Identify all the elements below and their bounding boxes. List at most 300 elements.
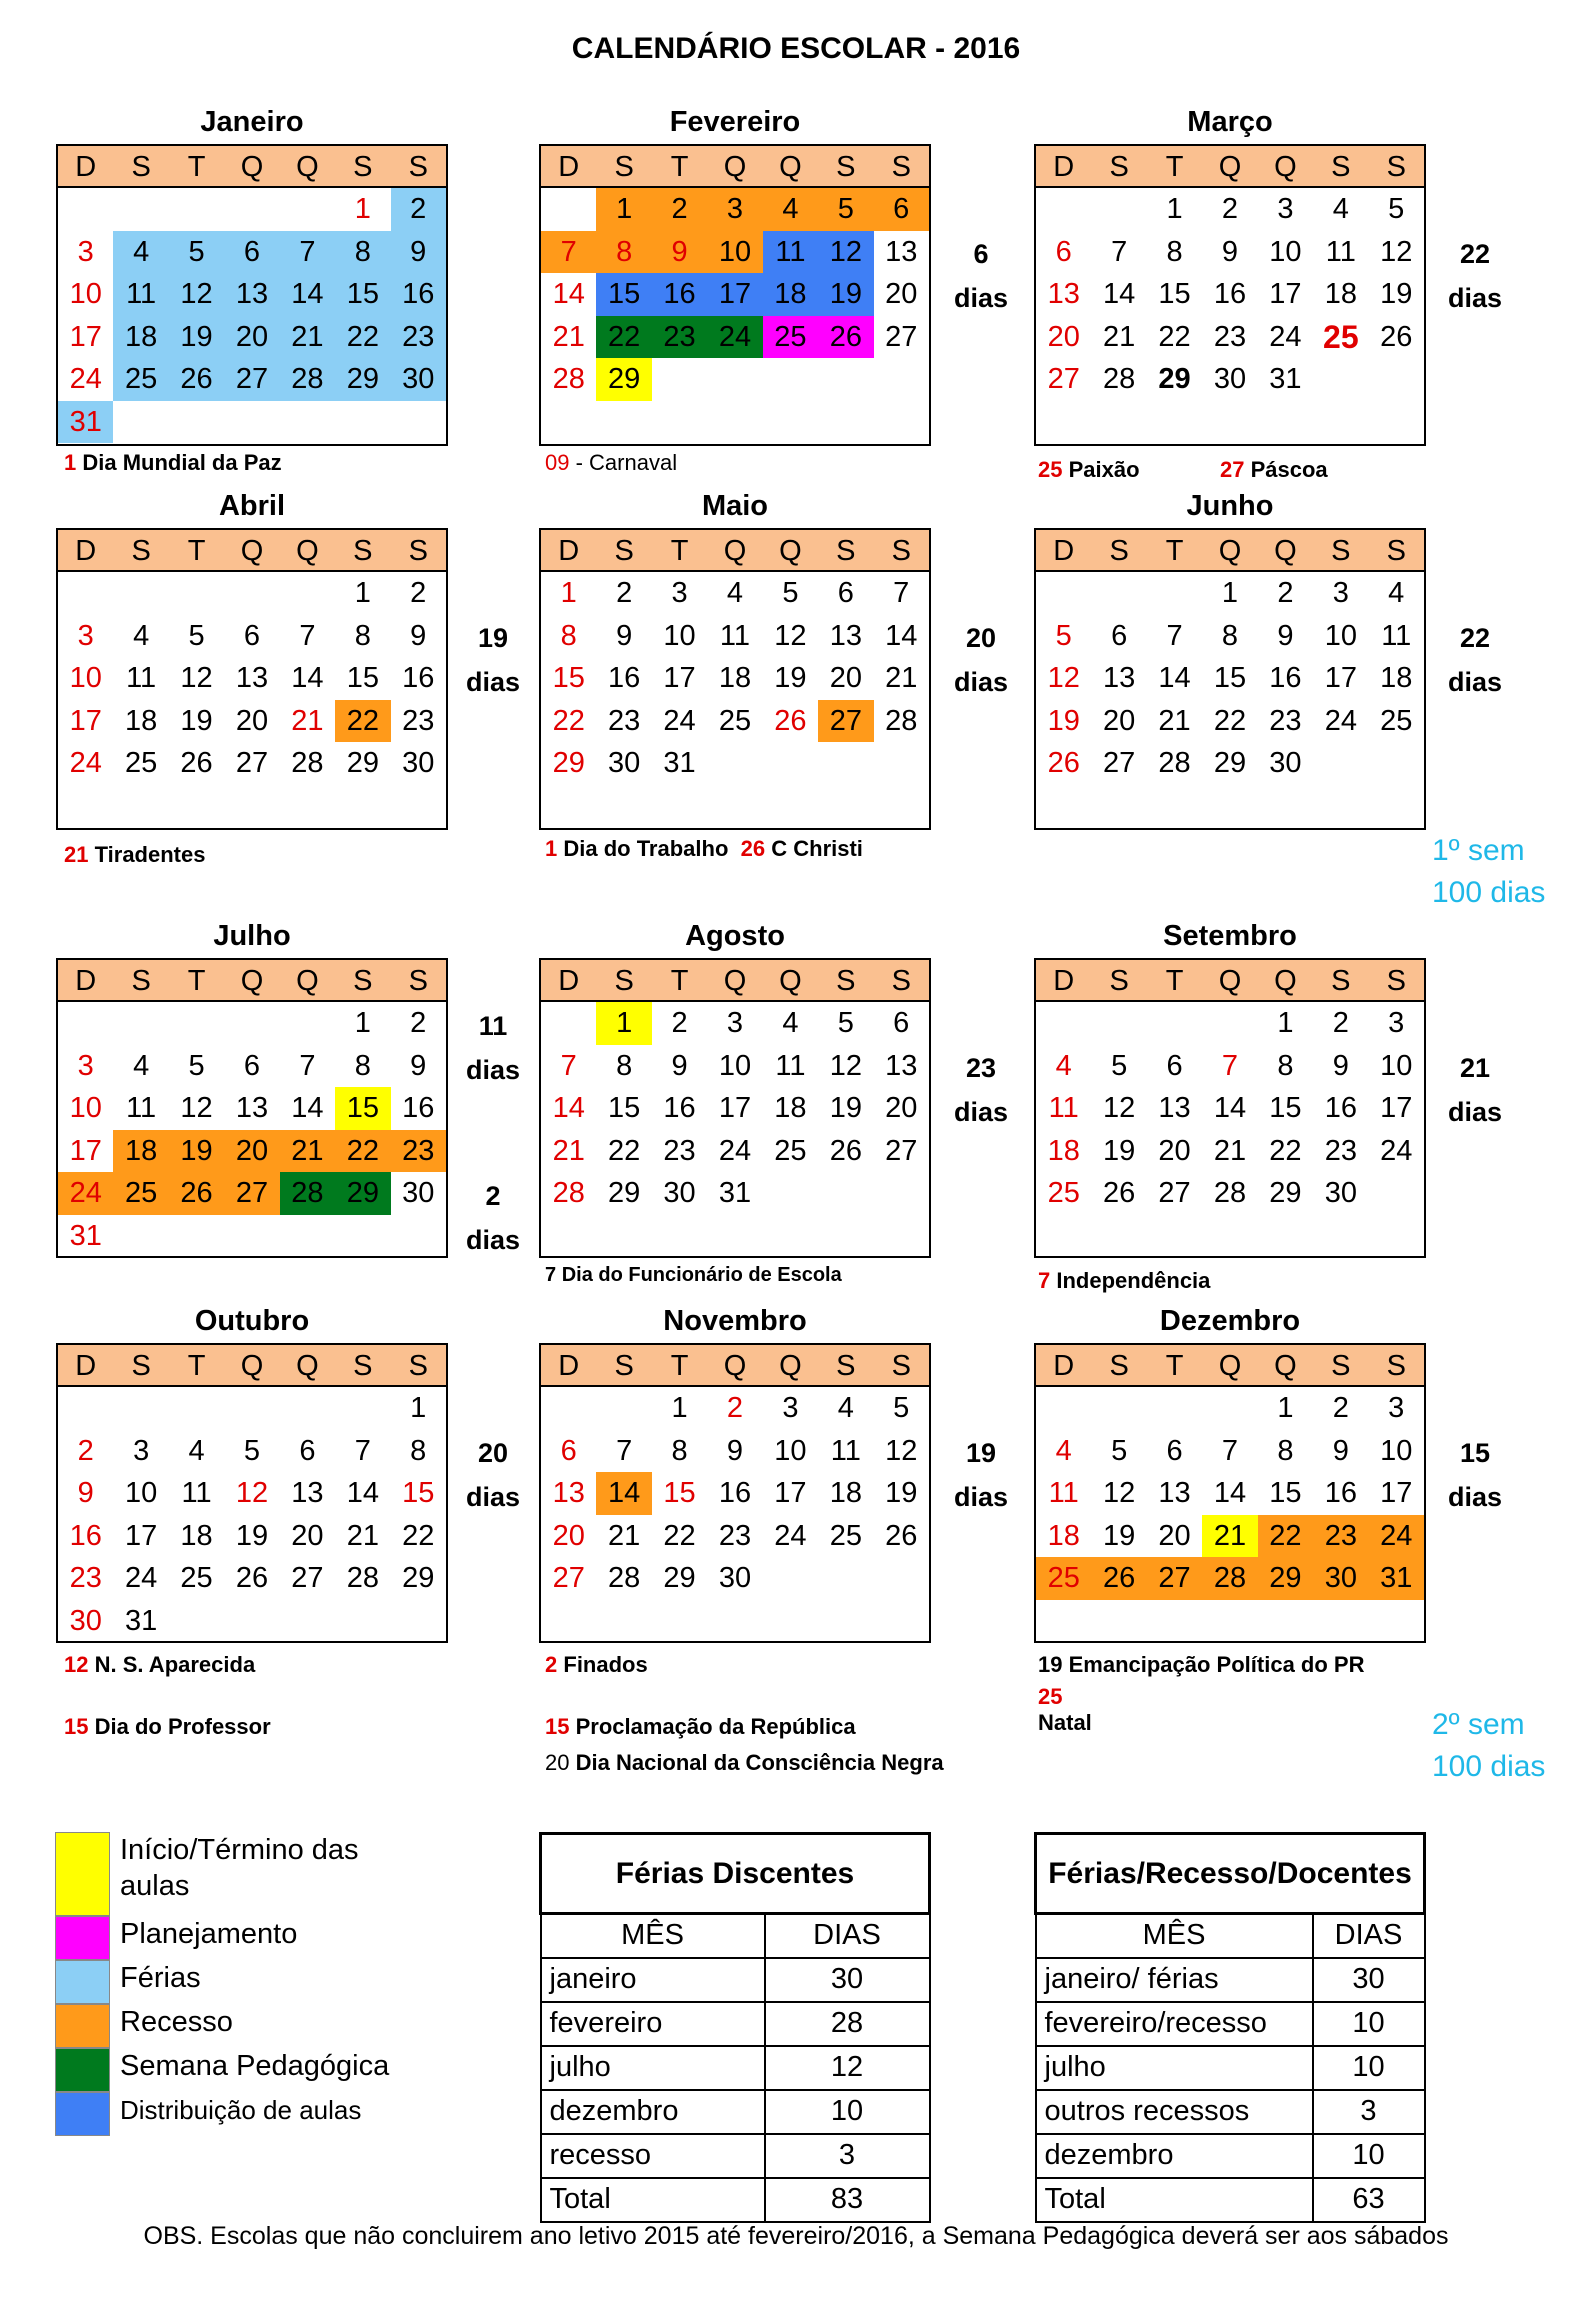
weekday-label: D [75,151,97,183]
weekday-label: T [1165,535,1184,567]
month-calendar-marco [1034,144,1426,446]
day-cell: 22 [608,1134,641,1167]
day-cell: 9 [1332,1434,1349,1467]
day-cell: 30 [391,358,446,401]
legend-item [55,2048,390,2092]
day-cell: 28 [1202,1557,1257,1600]
day-cell: 3 [782,1392,799,1424]
week-row [58,657,446,700]
holiday-agosto: 7 Dia do Funcionário de Escola [545,1264,842,1286]
day-cell: 22 [335,700,390,743]
weekday-label: S [614,535,634,567]
weekday-label: Q [723,151,747,183]
week-row [1036,742,1424,785]
day-cell: 17 [69,704,102,737]
weekday-label: T [187,151,206,183]
empty-day-cell [58,1387,113,1430]
day-cell: 10 [707,231,762,274]
day-cell: 18 [774,1092,807,1124]
page-title: CALENDÁRIO ESCOLAR - 2016 [571,32,1021,65]
day-cell: 9 [671,1049,688,1082]
holiday-fevereiro: 09 - Carnaval [545,450,678,475]
day-cell: 29 [335,1172,390,1215]
day-cell: 2 [410,1007,427,1039]
day-cell: 21 [291,704,324,737]
day-cell: 25 [1380,704,1413,737]
day-cell: 23 [608,704,641,737]
day-cell: 2 [1332,1007,1349,1039]
weekday-label: T [1165,151,1184,183]
day-cell: 13 [224,273,279,316]
empty-day-cell [874,1557,929,1600]
week-row [1036,1002,1424,1045]
day-cell: 28 [280,1172,335,1215]
day-cell: 6 [243,619,261,652]
day-cell: 28 [1103,363,1136,395]
empty-day-cell [58,572,113,615]
day-cell: 16 [1269,662,1302,694]
weekday-label: S [408,1350,428,1382]
day-cell: 7 [1111,235,1128,268]
weekday-label: Q [240,1350,264,1382]
month-calendar-julho [56,958,448,1258]
month-name-maio: Maio [701,490,769,522]
empty-day-cell [763,742,818,785]
day-cell: 18 [1324,278,1357,310]
empty-day-cell [335,401,390,444]
day-cell: 31 [58,401,113,444]
day-cell: 25 [1047,1177,1080,1209]
table-row: recesso 3 [541,2134,930,2178]
weekday-label: S [1331,535,1351,567]
day-cell: 7 [299,1049,316,1082]
weekday-label: S [614,965,634,997]
day-cell: 9 [1332,1049,1349,1082]
day-cell: 13 [885,235,918,268]
week-row [58,1600,446,1643]
day-cell: 4 [1332,193,1349,225]
day-cell: 25 [1323,318,1359,355]
day-cell: 6 [560,1434,577,1467]
day-cell: 18 [763,273,818,316]
weekday-label: S [131,535,151,567]
table-row: janeiro/ férias 30 [1036,1958,1425,2002]
day-cell: 16 [69,1519,102,1552]
day-cell: 23 [1269,704,1302,737]
day-cell: 6 [299,1434,316,1467]
day-cell: 24 [663,704,696,737]
school-days-count-novembro: 19 dias [953,1438,1009,1512]
empty-day-cell [113,572,168,615]
day-cell: 10 [69,1092,102,1124]
day-cell: 25 [125,747,158,779]
day-cell: 29 [663,1562,696,1594]
weekday-label: D [558,151,580,183]
day-cell: 13 [1158,1477,1191,1509]
day-cell: 14 [1213,1092,1247,1124]
day-cell: 9 [410,619,427,652]
day-cell: 4 [1055,1049,1072,1082]
day-cell: 22 [552,704,585,737]
empty-day-cell [541,1002,596,1045]
day-cell: 19 [1380,278,1413,310]
day-cell: 23 [1324,1134,1357,1167]
weekday-label: S [1109,535,1129,567]
day-cell: 12 [818,231,873,274]
weekday-label: Q [779,535,802,567]
day-cell: 6 [1166,1049,1183,1082]
empty-day-cell [541,188,596,231]
day-cell: 30 [663,1177,696,1209]
weekday-header [1036,530,1424,572]
weekday-label: Q [296,151,319,183]
weekday-label: D [75,535,97,567]
legend-label: Recesso [120,2006,233,2038]
empty-day-cell [224,401,279,444]
day-cell: 3 [1332,577,1349,609]
week-row [58,401,446,444]
day-cell: 17 [69,320,102,353]
column-header: DIAS [765,1914,930,1958]
day-cell: 30 [1313,1557,1368,1600]
day-cell: 6 [1166,1434,1183,1467]
day-cell: 14 [291,662,324,694]
table-row: janeiro 30 [541,1958,930,2002]
holiday-maio: 1 Dia do Trabalho 26 C Christi [545,836,863,861]
empty-day-cell [391,1600,446,1643]
day-cell: 5 [818,188,873,231]
day-cell: 17 [1380,1477,1413,1509]
day-cell: 24 [774,1519,807,1552]
column-header: DIAS [1313,1914,1425,1958]
month-calendar-dezembro [1034,1343,1426,1643]
holiday-dezembro-1: 19 Emancipação Política do PR [1038,1652,1365,1677]
weekday-label: Q [779,965,802,997]
day-cell: 5 [1111,1434,1128,1467]
day-cell: 31 [125,1604,158,1637]
empty-day-cell [1091,188,1146,231]
day-cell: 4 [782,1007,799,1039]
holiday-marco-2: 27 Páscoa [1220,457,1328,482]
observation-note: OBS. Escolas que não concluirem ano letivo 2015 até fevereiro/2016, a Semana Pedagógica deverá ser aos sábados [143,2222,1449,2250]
weekday-header [58,146,446,188]
empty-day-cell [113,1215,168,1258]
empty-day-cell [169,1002,224,1045]
week-row [58,1172,446,1215]
weekday-label: S [353,535,373,567]
day-cell: 9 [652,231,707,274]
week-row [58,1430,446,1473]
day-cell: 8 [1277,1049,1294,1082]
week-row [541,657,929,700]
day-cell: 7 [541,231,596,274]
empty-day-cell [874,358,929,401]
day-cell: 1 [1166,193,1183,225]
day-cell: 21 [552,320,585,353]
weekday-label: S [1331,151,1351,183]
weekday-label: S [1386,535,1406,567]
column-header: MÊS [541,1914,765,1958]
day-cell: 21 [280,316,335,359]
week-row [541,1172,929,1215]
day-cell: 13 [235,1092,269,1124]
day-cell: 25 [1036,1557,1091,1600]
day-cell: 21 [552,1134,585,1167]
day-cell: 28 [552,363,585,395]
day-cell: 16 [1213,278,1247,310]
week-row [58,1045,446,1088]
day-cell: 6 [224,231,279,274]
month-name-fevereiro: Fevereiro [669,106,801,138]
legend-item [55,2004,390,2048]
day-cell: 26 [1047,747,1080,779]
day-cell: 21 [1158,704,1191,737]
day-cell: 26 [1380,320,1413,353]
day-cell: 14 [1158,662,1191,694]
weekday-label: S [891,535,911,567]
weekday-label: Q [1218,1350,1242,1382]
day-cell: 26 [169,358,224,401]
holiday-marco-1: 25 Paixão [1038,457,1140,482]
day-cell: 12 [1103,1477,1136,1509]
week-row [58,1515,446,1558]
day-cell: 20 [1158,1519,1191,1552]
day-cell: 1 [354,577,371,609]
day-cell: 24 [718,1134,752,1167]
holiday-dezembro-2: 25 Natal [1038,1684,1092,1735]
weekday-label: Q [779,151,802,183]
day-cell: 18 [1380,662,1413,694]
day-cell: 14 [1103,278,1136,310]
week-row [541,1430,929,1473]
week-row [1036,657,1424,700]
day-cell: 27 [291,1562,324,1594]
day-cell: 14 [885,619,918,652]
legend-label: Início/Término das aulas [120,1834,359,1902]
day-cell: 12 [1047,662,1080,694]
holiday-novembro-1: 2 Finados [545,1652,648,1677]
day-cell: 31 [663,747,696,779]
day-cell: 3 [1388,1392,1405,1424]
day-cell: 7 [893,577,910,609]
day-cell: 1 [560,577,577,609]
day-cell: 14 [346,1477,379,1509]
day-cell: 22 [1213,704,1247,737]
month-name-janeiro: Janeiro [200,106,304,138]
weekday-label: S [408,151,428,183]
day-cell: 5 [1388,193,1405,225]
day-cell: 8 [616,1049,633,1082]
day-cell: 29 [596,358,651,401]
day-cell: 26 [1103,1177,1136,1209]
day-cell: 5 [837,1007,854,1039]
day-cell: 26 [169,1172,224,1215]
day-cell: 12 [774,619,807,652]
day-cell: 4 [1388,577,1405,609]
day-cell: 14 [1213,1477,1247,1509]
week-row [58,742,446,785]
legend-swatch-planejamento [55,1916,110,1960]
weekday-label: Q [1218,535,1242,567]
day-cell: 17 [69,1134,102,1167]
day-cell: 25 [113,358,168,401]
day-cell: 21 [1213,1134,1247,1167]
day-cell: 11 [113,273,168,316]
day-cell: 6 [874,188,929,231]
empty-day-cell [224,1387,279,1430]
day-cell: 28 [346,1562,379,1594]
empty-day-cell [224,1600,279,1643]
empty-day-cell [391,401,446,444]
day-cell: 2 [391,188,446,231]
weekday-label: Q [1274,151,1297,183]
day-cell: 16 [663,1092,696,1124]
empty-day-cell [1036,188,1091,231]
day-cell: 12 [885,1434,918,1467]
weekday-label: Q [240,965,264,997]
day-cell: 2 [77,1434,94,1467]
legend-swatch-inicio [55,1832,110,1916]
day-cell: 3 [1388,1007,1405,1039]
day-cell: 30 [1213,363,1247,395]
legend-item [55,2092,390,2136]
day-cell: 4 [133,1049,150,1082]
day-cell: 21 [885,662,918,694]
empty-day-cell [763,358,818,401]
weekday-label: S [614,151,634,183]
day-cell: 2 [1332,1392,1349,1424]
week-row [58,273,446,316]
day-cell: 2 [726,1392,744,1424]
week-row [58,1472,446,1515]
day-cell: 27 [885,320,918,353]
month-calendar-maio [539,528,931,830]
week-row [1036,572,1424,615]
day-cell: 16 [1324,1092,1357,1124]
day-cell: 12 [180,1092,213,1124]
day-cell: 9 [726,1434,744,1467]
day-cell: 5 [1055,619,1072,652]
empty-day-cell [818,742,873,785]
week-row [541,700,929,743]
day-cell: 20 [291,1519,324,1552]
week-row [541,1087,929,1130]
day-cell: 25 [829,1519,862,1552]
week-row [1036,231,1424,274]
month-name-abril: Abril [218,490,286,522]
day-cell: 3 [133,1434,150,1467]
day-cell: 19 [774,662,807,694]
day-cell: 17 [1269,278,1302,310]
day-cell: 6 [837,577,854,609]
empty-day-cell [818,1172,873,1215]
day-cell: 16 [402,662,435,694]
day-cell: 11 [181,1477,212,1509]
day-cell: 10 [774,1434,807,1467]
weekday-label: S [1331,1350,1351,1382]
day-cell: 23 [391,316,446,359]
day-cell: 13 [1103,662,1136,694]
week-row [541,615,929,658]
weekday-header [58,960,446,1002]
table-title: Férias Discentes [541,1834,930,1914]
weekday-label: T [187,535,206,567]
day-cell: 25 [774,1134,807,1167]
week-row [1036,1087,1424,1130]
school-days-count-maio: 20 dias [953,623,1009,697]
day-cell: 16 [608,662,641,694]
day-cell: 10 [1380,1049,1413,1082]
weekday-label: D [558,1350,580,1382]
day-cell: 3 [707,188,762,231]
day-cell: 20 [224,1130,279,1173]
day-cell: 27 [235,747,269,779]
weekday-label: S [408,535,428,567]
table-row: fevereiro/recesso 10 [1036,2002,1425,2046]
empty-day-cell [113,401,168,444]
empty-day-cell [541,1387,596,1430]
ferias-discentes-table [539,1832,931,2223]
day-cell: 19 [180,704,213,737]
day-cell: 15 [335,273,390,316]
empty-day-cell [280,188,335,231]
week-row [1036,615,1424,658]
day-cell: 21 [1103,320,1136,353]
legend [55,1832,390,2136]
holiday-novembro-3: 20 Dia Nacional da Consciência Negra [545,1750,944,1775]
week-row [58,1215,446,1258]
day-cell: 22 [1258,1515,1313,1558]
weekday-header [541,1345,929,1387]
day-cell: 8 [354,619,371,652]
day-cell: 21 [608,1519,641,1552]
empty-day-cell [1369,742,1424,785]
day-cell: 22 [402,1519,435,1552]
day-cell: 1 [354,193,371,225]
weekday-label: S [891,1350,911,1382]
day-cell: 22 [596,316,651,359]
week-row [541,1472,929,1515]
day-cell: 22 [663,1519,696,1552]
day-cell: 3 [77,235,94,268]
weekday-label: D [1053,151,1075,183]
weekday-label: S [131,965,151,997]
weekday-label: Q [296,1350,319,1382]
week-row [1036,700,1424,743]
week-row [58,1087,446,1130]
week-row [541,1387,929,1430]
day-cell: 11 [1048,1092,1079,1124]
day-cell: 29 [1269,1177,1302,1209]
day-cell: 7 [354,1434,371,1467]
day-cell: 26 [235,1562,269,1594]
month-calendar-outubro [56,1343,448,1643]
weekday-label: Q [723,535,747,567]
empty-day-cell [596,1387,651,1430]
empty-day-cell [874,1172,929,1215]
day-cell: 10 [125,1477,158,1509]
holiday-setembro: 7 Independência [1038,1268,1211,1293]
empty-day-cell [280,1215,335,1258]
day-cell: 19 [829,1092,862,1124]
day-cell: 27 [1047,363,1080,395]
day-cell: 10 [663,619,696,652]
month-calendar-janeiro [56,144,448,446]
day-cell: 29 [552,747,585,779]
empty-day-cell [1202,1002,1257,1045]
day-cell: 28 [1158,747,1191,779]
empty-day-cell [1091,1002,1146,1045]
